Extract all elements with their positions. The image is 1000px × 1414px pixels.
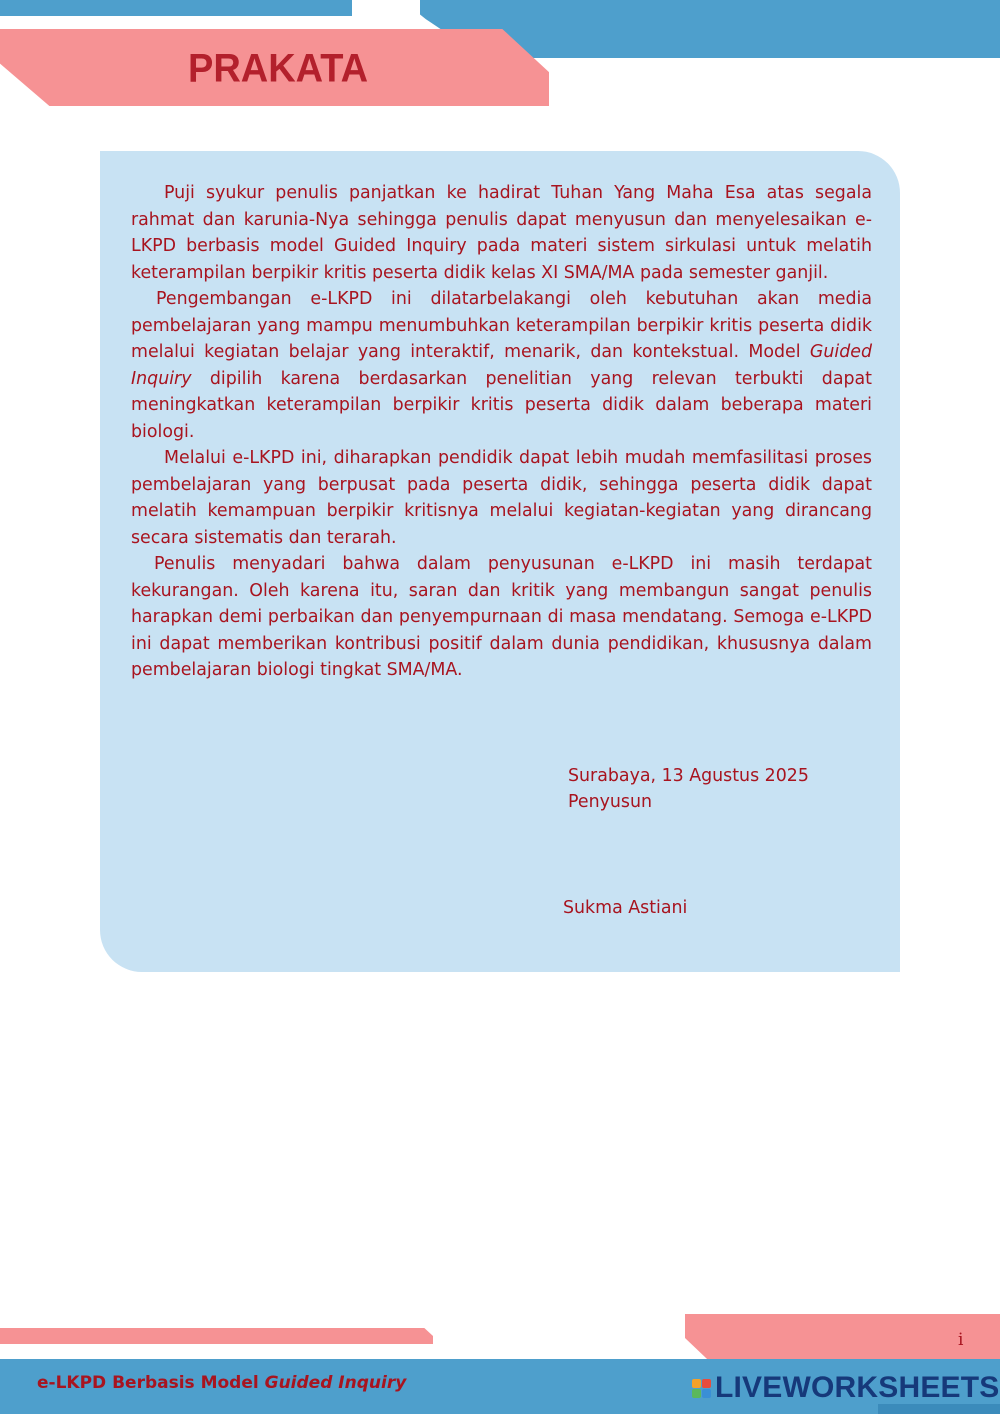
liveworksheets-brand-text: LIVEWORKSHEETS — [715, 1371, 1000, 1404]
footer-caption-text: e-LKPD Berbasis Model — [37, 1373, 265, 1393]
paragraph-3 — [131, 445, 872, 551]
liveworksheets-mark-icon — [692, 1379, 711, 1398]
footer-caption-italic: Guided Inquiry — [264, 1373, 407, 1393]
top-left-blue-bar — [0, 0, 352, 16]
paragraph-2-italic: Guided Inquiry — [131, 342, 872, 389]
paragraph-1-text: Puji syukur penulis panjatkan ke hadirat Tuhan Yang Maha Esa atas segala rahmat dan karunia-Nya sehingga penulis dapat menyusun dan menyelesaikan e-LKPD berbasis model Guided Inquiry pada materi sistem sirkulasi untuk melatih keterampilan berpikir kritis peserta didik kelas XI SMA/MA pada semester ganjil. — [131, 183, 872, 283]
paragraph-4-text: Penulis menyadari bahwa dalam penyusunan e-LKPD ini masih terdapat kekurangan. Oleh karena itu, saran dan kritik yang membangun sangat penulis harapkan demi perbaikan dan penyempurnaan di masa mendatang. Semoga e-LKPD ini dapat memberikan kontribusi positif dalam dunia pendidikan, khususnya dalam pembelajaran biologi tingkat SMA/MA. — [131, 554, 872, 680]
footer-caption — [37, 1373, 406, 1393]
paragraph-2-text-after: dipilih karena berdasarkan penelitian yang relevan terbukti dapat meningkatkan keterampilan berpikir kritis peserta didik dalam beberapa materi biologi. — [131, 368, 872, 442]
page-number: i — [958, 1330, 964, 1350]
footer-right-dark-strip — [878, 1404, 1000, 1414]
signature-role: Penyusun — [568, 792, 653, 812]
paragraph-1 — [131, 180, 872, 286]
paragraph-2 — [131, 286, 872, 445]
paragraph-4 — [131, 551, 872, 684]
signature-name: Sukma Astiani — [563, 898, 688, 918]
bottom-left-pink-bar — [0, 1328, 433, 1344]
signature-place-date: Surabaya, 13 Agustus 2025 — [568, 766, 809, 786]
paragraph-2-text-before: Pengembangan e-LKPD ini dilatarbelakangi oleh kebutuhan akan media pembelajaran yang mampu menumbuhkan keterampilan berpikir kritis peserta didik melalui kegiatan belajar yang interaktif, menarik, dan kontekstual. Model — [131, 289, 872, 362]
paragraph-3-text: Melalui e-LKPD ini, diharapkan pendidik dapat lebih mudah memfasilitasi proses pembelajaran yang berpusat pada peserta didik, sehingga peserta didik dapat melatih kemampuan berpikir kritisnya melalui kegiatan-kegiatan yang dirancang secara sistematis dan terarah. — [131, 448, 872, 548]
preface-body — [131, 180, 872, 684]
page-title: PRAKATA — [188, 46, 369, 92]
liveworksheets-logo[interactable] — [692, 1371, 1000, 1405]
